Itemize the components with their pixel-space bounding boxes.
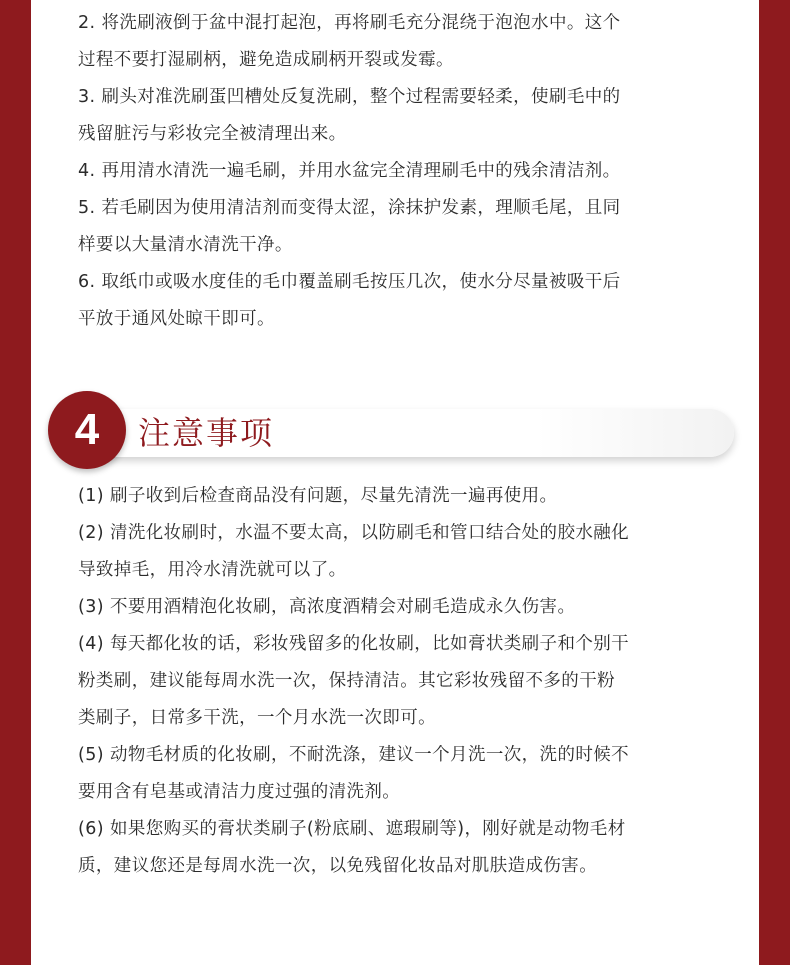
text-line: (6) 如果您购买的膏状类刷子(粉底刷、遮瑕刷等)，刚好就是动物毛材 <box>78 819 626 839</box>
section-header <box>46 389 736 475</box>
text-line: 3. 刷头对准洗刷蛋凹槽处反复洗刷，整个过程需要轻柔，使刷毛中的 <box>78 87 621 107</box>
text-line: 平放于通风处晾干即可。 <box>78 309 275 329</box>
text-line: 4. 再用清水清洗一遍毛刷，并用水盆完全清理刷毛中的残余清洁剂。 <box>78 161 621 181</box>
text-line: 质，建议您还是每周水洗一次，以免残留化妆品对肌肤造成伤害。 <box>78 856 598 876</box>
text-line: 要用含有皂基或清洁力度过强的清洗剂。 <box>78 782 401 802</box>
text-line: (3) 不要用酒精泡化妆刷，高浓度酒精会对刷毛造成永久伤害。 <box>78 597 576 617</box>
text-line: 残留脏污与彩妆完全被清理出来。 <box>78 124 347 144</box>
section-title: 注意事项 <box>138 414 275 452</box>
text-line: 样要以大量清水清洗干净。 <box>78 235 293 255</box>
text-line: 类刷子，日常多干洗，一个月水洗一次即可。 <box>78 708 436 728</box>
cleaning-steps-list <box>78 5 718 338</box>
text-line: 2. 将洗刷液倒于盆中混打起泡，再将刷毛充分混绕于泡泡水中。这个 <box>78 13 621 33</box>
text-line: 导致掉毛，用冷水清洗就可以了。 <box>78 560 347 580</box>
text-line: (1) 刷子收到后检查商品没有问题，尽量先清洗一遍再使用。 <box>78 486 558 506</box>
text-line: 5. 若毛刷因为使用清洁剂而变得太涩，涂抹护发素，理顺毛尾，且同 <box>78 198 621 218</box>
text-line: 粉类刷，建议能每周水洗一次，保持清洁。其它彩妆残留不多的干粉 <box>78 671 615 691</box>
section-number-badge: 4 <box>48 391 126 469</box>
text-line: (4) 每天都化妆的话，彩妆残留多的化妆刷，比如膏状类刷子和个别干 <box>78 634 630 654</box>
text-line: (2) 清洗化妆刷时，水温不要太高，以防刷毛和管口结合处的胶水融化 <box>78 523 630 543</box>
text-line: 6. 取纸巾或吸水度佳的毛巾覆盖刷毛按压几次，使水分尽量被吸干后 <box>78 272 621 292</box>
text-line: (5) 动物毛材质的化妆刷，不耐洗涤，建议一个月洗一次，洗的时候不 <box>78 745 630 765</box>
text-line: 过程不要打湿刷柄，避免造成刷柄开裂或发霉。 <box>78 50 454 70</box>
notes-list <box>78 478 718 885</box>
